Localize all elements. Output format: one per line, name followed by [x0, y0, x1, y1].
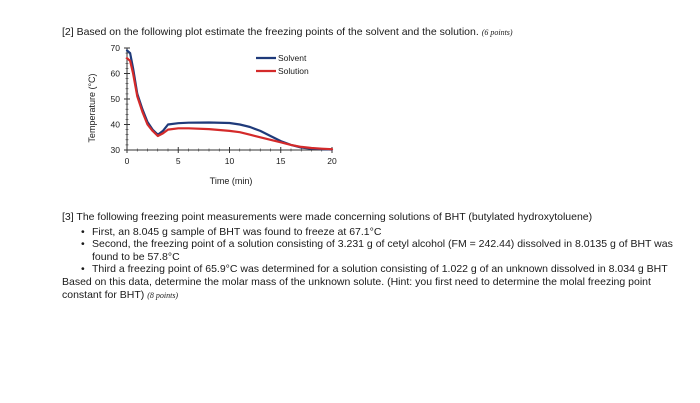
- question-3-task: [62, 276, 682, 302]
- x-axis-label: Time (min): [209, 176, 253, 186]
- x-tick-label: 5: [175, 156, 181, 166]
- y-tick-label: 70: [110, 43, 120, 53]
- y-tick-label: 60: [110, 68, 120, 79]
- question-3-points: (8 points): [147, 290, 179, 300]
- bullet-text: Second, the freezing point of a solution consisting of 3.231 g of cetyl alcohol (FM = 242.44) dissolved in 8.0135 g of BHT was found to be 57.8°C: [92, 238, 673, 263]
- bullet-item: [81, 263, 682, 276]
- bullet-dot-icon: •: [81, 225, 85, 238]
- legend-label: Solution: [278, 66, 309, 76]
- question-2-points: (6 points): [481, 28, 513, 37]
- bullet-dot-icon: •: [81, 238, 85, 251]
- legend-label: Solvent: [278, 53, 307, 63]
- bullet-item: [81, 238, 682, 263]
- y-axis-label: Temperature (°C): [87, 73, 97, 143]
- x-tick-label: 15: [276, 156, 286, 166]
- question-3-bullets: [62, 226, 682, 276]
- bullet-item: [81, 225, 682, 239]
- chart-legend: [256, 53, 309, 76]
- temperature-time-chart: [80, 40, 350, 190]
- question-3-intro: [3] The following freezing point measurements were made concerning solutions of BHT (butylated hydroxytoluene): [62, 211, 593, 223]
- question-2: [62, 26, 513, 38]
- x-tick-label: 20: [327, 156, 337, 166]
- y-tick-label: 30: [110, 145, 120, 155]
- bullet-dot-icon: •: [81, 263, 85, 276]
- y-tick-label: 40: [110, 119, 120, 130]
- x-tick-label: 10: [224, 156, 235, 166]
- y-tick-label: 50: [110, 94, 120, 104]
- bullet-text: First, an 8.045 g sample of BHT was found to freeze at 67.1°C: [92, 225, 382, 238]
- x-tick-label: 0: [124, 156, 130, 166]
- question-3-final-text: Based on this data, determine the molar mass of the unknown solute. (Hint: you first need to determine the molal freezing point constant for BHT): [62, 275, 651, 301]
- question-3: [62, 211, 682, 302]
- bullet-text: Third a freezing point of 65.9°C was determined for a solution consisting of 1.022 g of an unknown dissolved in 8.034 g BHT: [92, 263, 668, 276]
- question-2-text: [2] Based on the following plot estimate the freezing points of the solvent and the solution.: [62, 26, 479, 38]
